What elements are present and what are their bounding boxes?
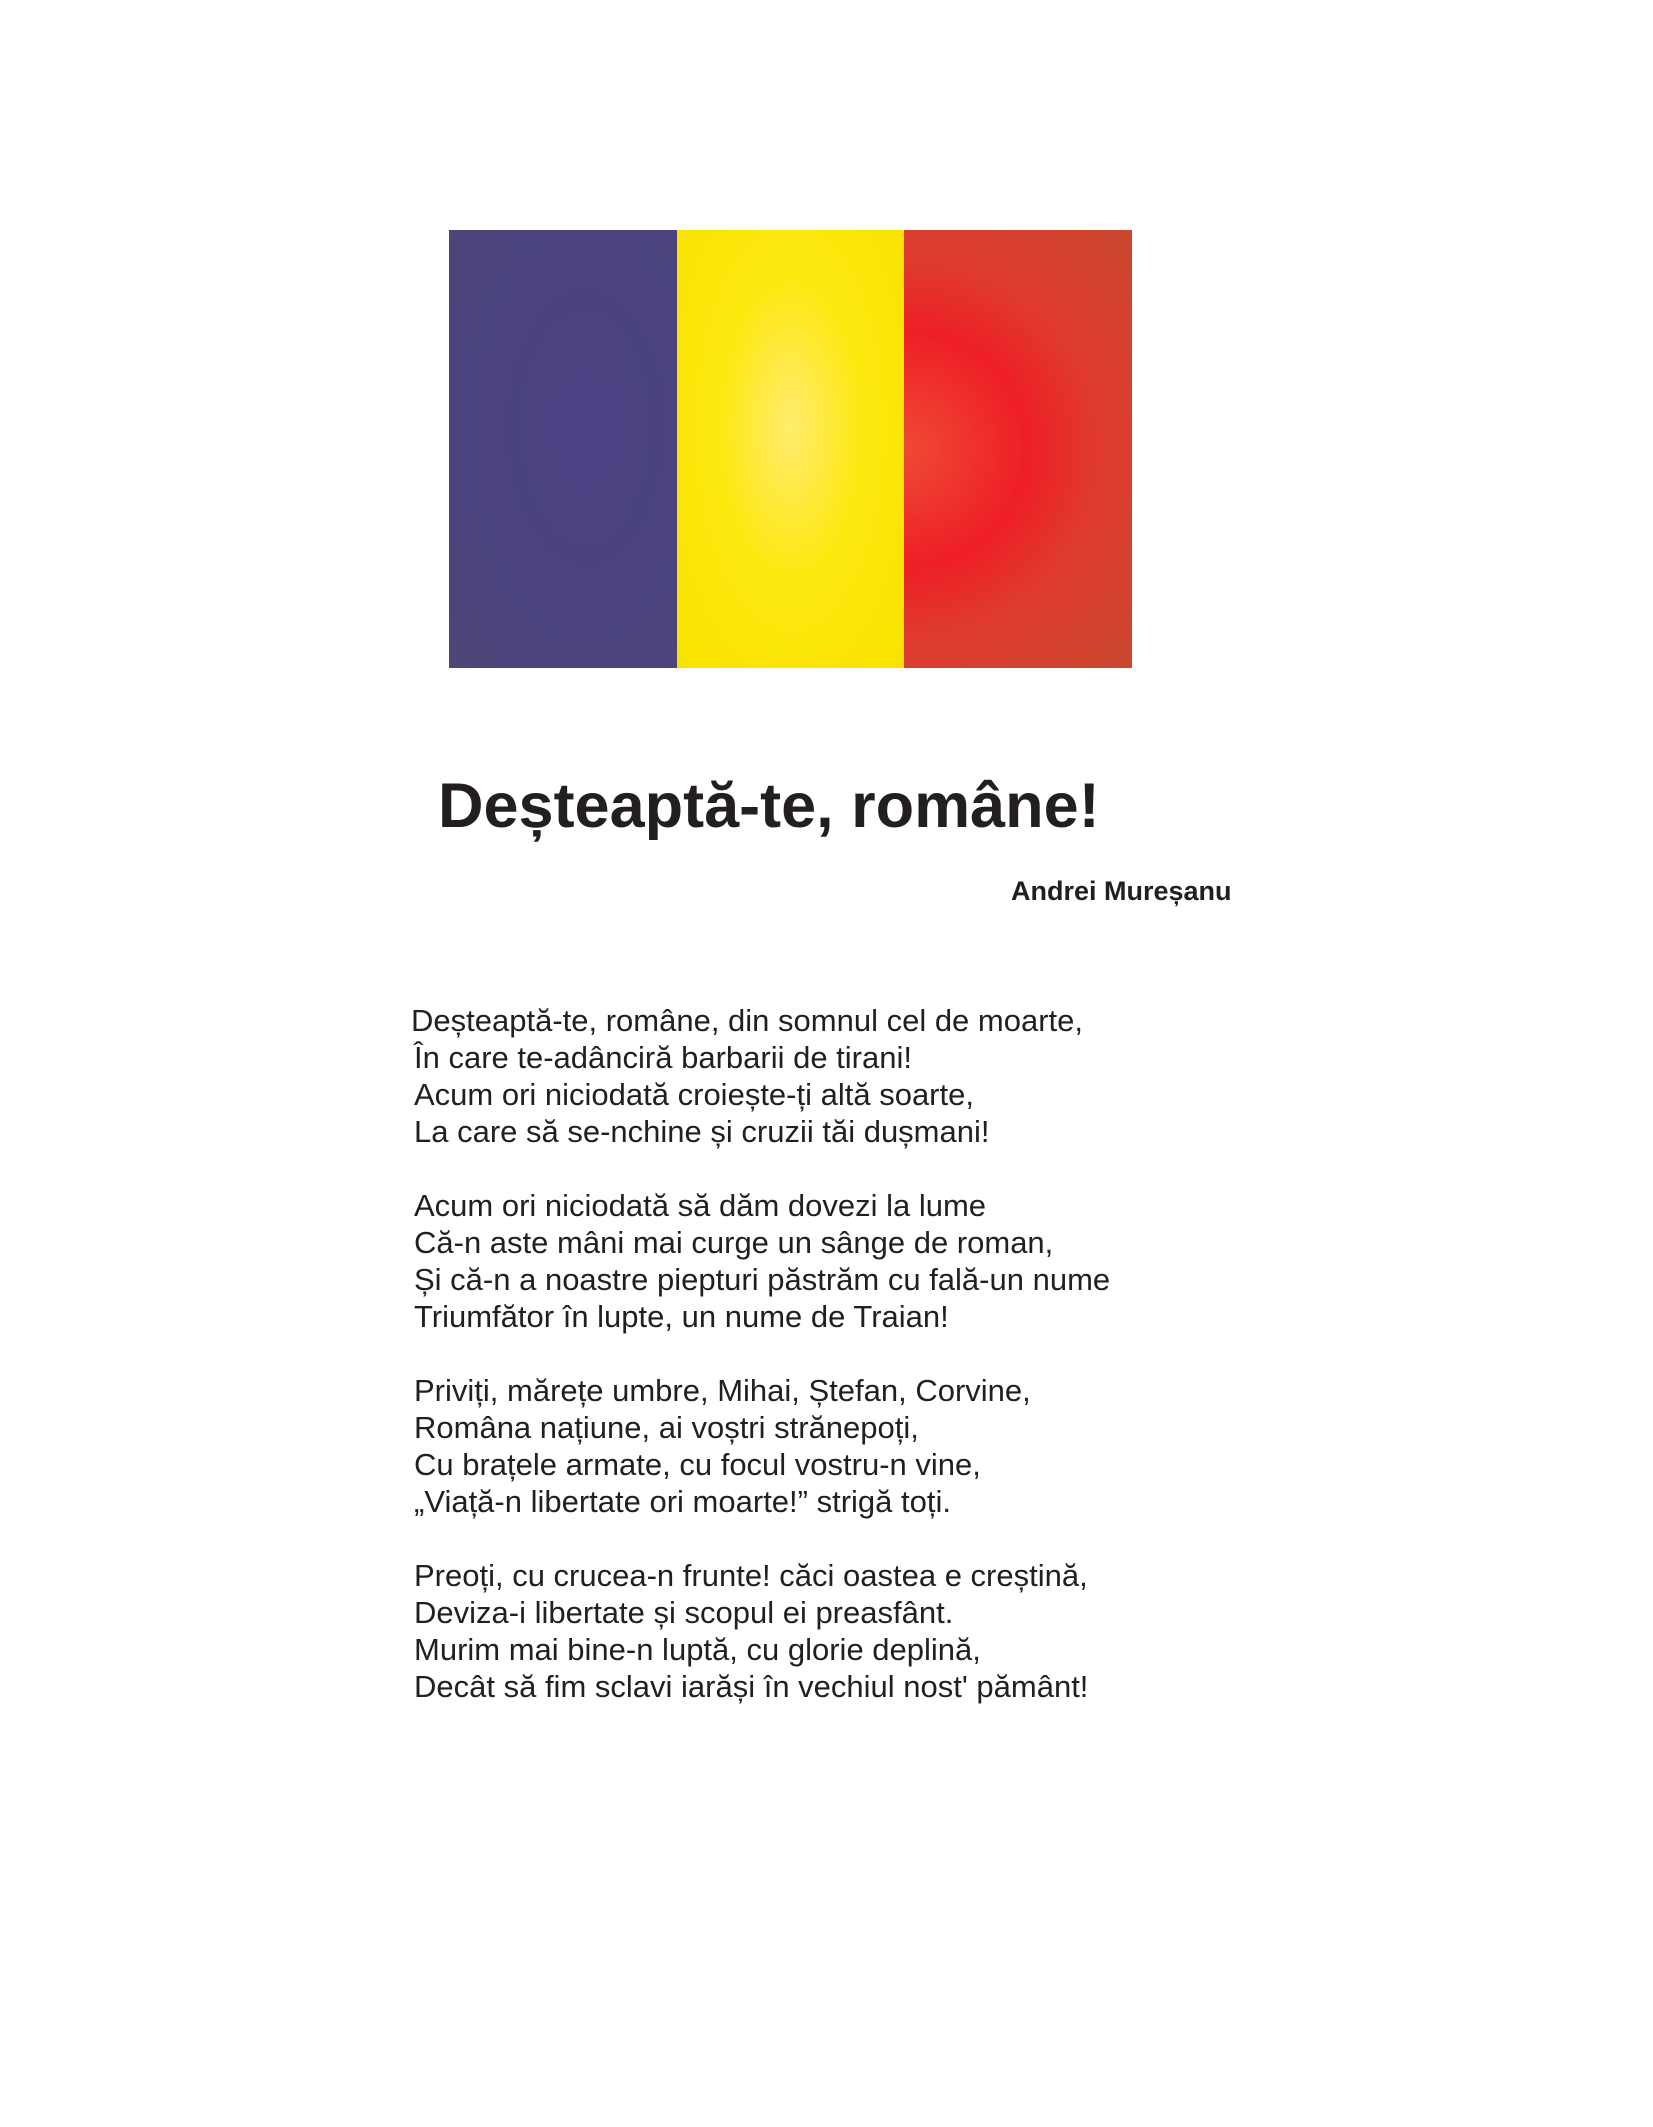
poem-line: Deviza-i libertate și scopul ei preasfânt. — [414, 1595, 954, 1630]
romanian-flag-image — [449, 230, 1132, 668]
flag-stripe-yellow — [677, 230, 905, 668]
stanza-4 — [411, 1557, 1311, 1705]
poem-line: Și că-n a noastre piepturi păstrăm cu fală-un nume — [414, 1262, 1111, 1297]
poem-line: Murim mai bine-n luptă, cu glorie deplină, — [414, 1632, 981, 1667]
poem-line: Româna națiune, ai voștri strănepoți, — [414, 1410, 919, 1445]
poem-line: Deșteaptă-te, române, din somnul cel de moarte, — [411, 1003, 1084, 1038]
flag-stripe-red — [904, 230, 1132, 668]
flag-stripe-blue — [449, 230, 677, 668]
poem-line: Triumfător în lupte, un nume de Traian! — [414, 1299, 949, 1334]
poem-title: Deșteaptă-te, române! — [438, 771, 1100, 841]
poem-line: Acum ori niciodată să dăm dovezi la lume — [414, 1188, 987, 1223]
poem-author: Andrei Mureșanu — [1011, 876, 1232, 906]
poem-line: Că-n aste mâni mai curge un sânge de roman, — [414, 1225, 1054, 1260]
poem-line: Priviți, mărețe umbre, Mihai, Ștefan, Corvine, — [414, 1373, 1031, 1408]
poem-line: Acum ori niciodată croiește-ți altă soarte, — [414, 1077, 974, 1112]
poem-line: Decât să fim sclavi iarăși în vechiul nost' pământ! — [414, 1669, 1089, 1704]
poem-line: În care te-adânciră barbarii de tirani! — [414, 1040, 912, 1075]
stanza-1 — [411, 1002, 1311, 1150]
poem-line: Cu brațele armate, cu focul vostru-n vine, — [414, 1447, 981, 1482]
stanza-2 — [411, 1187, 1311, 1335]
poem-body — [411, 1002, 1311, 1742]
poem-line: „Viață-n libertate ori moarte!” strigă toți. — [414, 1484, 951, 1519]
stanza-3 — [411, 1372, 1311, 1520]
poem-line: Preoți, cu crucea-n frunte! căci oastea e creștină, — [414, 1558, 1088, 1593]
poem-line: La care să se-nchine și cruzii tăi dușmani! — [414, 1114, 990, 1149]
